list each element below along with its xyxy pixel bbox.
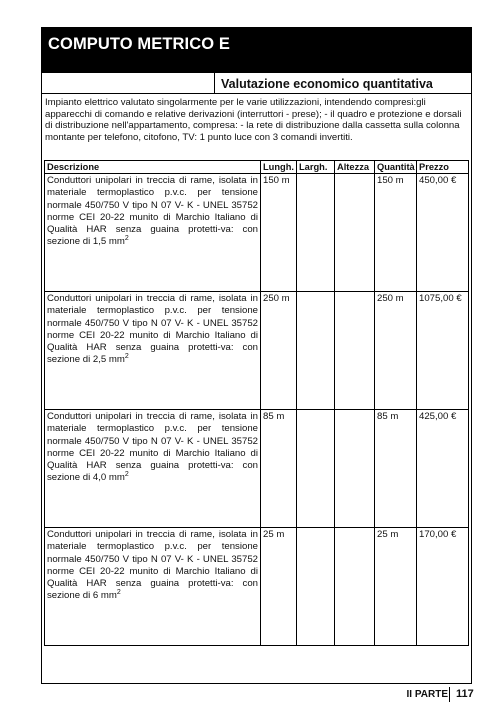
table-header-row [45,161,469,174]
col-header-quantita: Quantità [375,161,417,174]
row-prezzo: 170,00 € [417,528,469,646]
row-larghezza [297,528,335,646]
row-description: Conduttori unipolari in treccia di rame, isolata in materiale termoplastico p.v.c. per tensione normale 450/750 V tipo N 07 V- K - UNEL 35752 norme CEI 20-22 munito di Marchio Italiano di Qualità HAR senza guaina protetti-va: con sezione di 1,5 $mm^2$ [45,174,261,292]
row-larghezza [297,292,335,410]
row-prezzo: 425,00 € [417,410,469,528]
row-altezza [335,174,375,292]
row-prezzo: 450,00 € [417,174,469,292]
intro-paragraph: Impianto elettrico valutato singolarmente per le varie utilizzazioni, intendendo compresi:gli apparecchi di comando e relative derivazioni (interruttori - prese); - il quadro e protezione e dorsali di distribuzione nell'appartamento, compresa: - la rete di distribuzione dalla cassetta sulla colonna montante per telefono, citofono, TV: 1 punto luce con 3 comandi invertiti. [45,97,462,144]
col-header-descrizione: Descrizione [45,161,261,174]
row-description: Conduttori unipolari in treccia di rame, isolata in materiale termoplastico p.v.c. per tensione normale 450/750 V tipo N 07 V- K - UNEL 35752 norme CEI 20-22 munito di Marchio Italiano di Qualità HAR senza guaina protetti-va: con sezione di 2,5 $mm^2$ [45,292,261,410]
row-lunghezza: 250 m [261,292,297,410]
table-row [45,292,469,410]
footer-divider [449,687,450,702]
row-prezzo: 1075,00 € [417,292,469,410]
col-header-larghezza: Largh. [297,161,335,174]
page-number: 117 [456,688,474,700]
row-description: Conduttori unipolari in treccia di rame, isolata in materiale termoplastico p.v.c. per tensione normale 450/750 V tipo N 07 V- K - UNEL 35752 norme CEI 20-22 munito di Marchio Italiano di Qualità HAR senza guaina protetti-va: con sezione di 4,0 $mm^2$ [45,410,261,528]
page-subtitle: Valutazione economico quantitativa [214,73,472,94]
unit-exponent: 2 [124,353,129,361]
row-quantita: 25 m [375,528,417,646]
row-lunghezza: 25 m [261,528,297,646]
row-altezza [335,292,375,410]
section-title: COMPUTO METRICO E [48,35,230,53]
section-header [41,27,472,73]
row-description: Conduttori unipolari in treccia di rame, isolata in materiale termoplastico p.v.c. per tensione normale 450/750 V tipo N 07 V- K - UNEL 35752 norme CEI 20-22 munito di Marchio Italiano di Qualità HAR senza guaina protetti-va: con sezione di 6 $mm^2$ [45,528,261,646]
cost-table [44,160,469,646]
section-label: II PARTE [406,689,448,700]
row-quantita: 250 m [375,292,417,410]
row-lunghezza: 85 m [261,410,297,528]
row-lunghezza: 150 m [261,174,297,292]
table-row [45,174,469,292]
row-quantita: 85 m [375,410,417,528]
unit-exponent: 2 [116,589,121,597]
page-footer [0,687,500,708]
row-larghezza [297,174,335,292]
row-altezza [335,528,375,646]
row-altezza [335,410,375,528]
col-header-altezza: Altezza [335,161,375,174]
unit-exponent: 2 [124,235,129,243]
table-row [45,410,469,528]
row-quantita: 150 m [375,174,417,292]
row-larghezza [297,410,335,528]
col-header-prezzo: Prezzo [417,161,469,174]
col-header-lunghezza: Lungh. [261,161,297,174]
table-row [45,528,469,646]
unit-exponent: 2 [124,471,129,479]
